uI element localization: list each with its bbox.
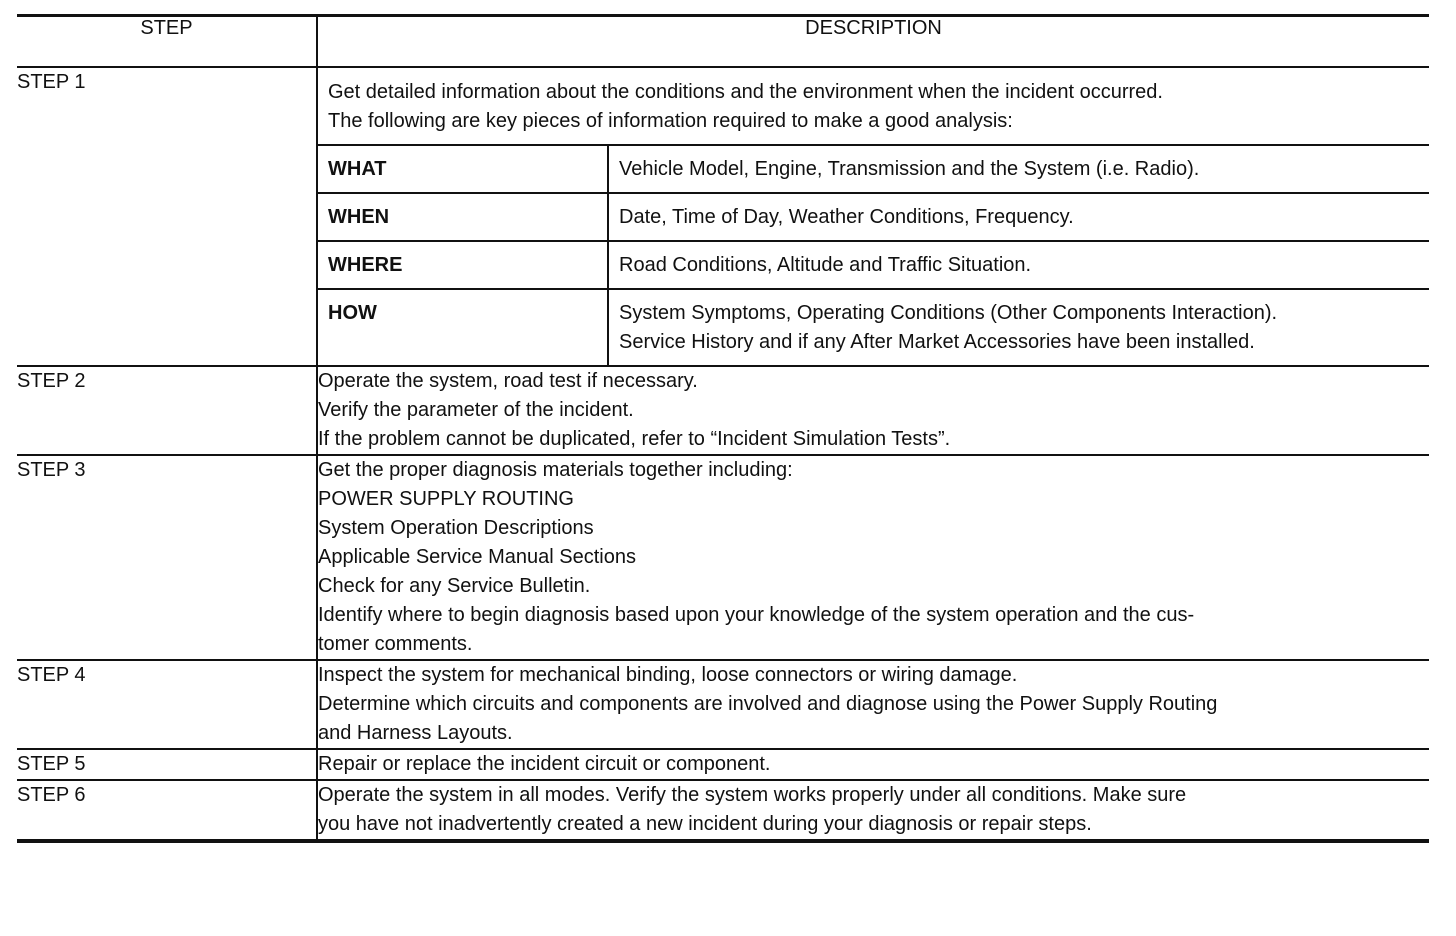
diagnosis-procedure-sheet [17,14,1429,843]
description-line: Verify the parameter of the incident. [318,399,634,421]
description-line: POWER SUPPLY ROUTING [318,488,574,510]
info-value-when [608,193,1429,241]
description-line: If the problem cannot be duplicated, refer to “Incident Simulation Tests”. [318,428,951,450]
info-row-where [318,241,1429,289]
info-value-line: Date, Time of Day, Weather Conditions, Frequency. [619,206,1074,228]
info-key-where: WHERE [318,241,608,289]
description-line: Operate the system, road test if necessary. [318,370,698,392]
step-2-description [317,366,1429,455]
info-value-line: Vehicle Model, Engine, Transmission and the System (i.e. Radio). [619,158,1200,180]
info-value-line: Road Conditions, Altitude and Traffic Situation. [619,254,1032,276]
description-column-header: DESCRIPTION [317,16,1429,68]
info-row-what [318,145,1429,193]
step-4-label: STEP 4 [17,660,317,749]
description-line: Operate the system in all modes. Verify the system works properly under all conditions. Make sure [318,784,1187,806]
description-line: you have not inadvertently created a new incident during your diagnosis or repair steps. [318,813,1092,835]
description-line: Check for any Service Bulletin. [318,575,591,597]
step-6-description [317,780,1429,841]
info-key-what: WHAT [318,145,608,193]
step-1-row [17,67,1429,366]
key-information-table [318,144,1429,365]
step-3-description [317,455,1429,660]
step-2-row [17,366,1429,455]
step-1-description [317,67,1429,366]
info-key-when: WHEN [318,193,608,241]
step-5-label: STEP 5 [17,749,317,780]
description-line: Identify where to begin diagnosis based upon your knowledge of the system operation and the cus- [318,604,1195,626]
description-line: Determine which circuits and components are involved and diagnose using the Power Supply Routing [318,693,1218,715]
step-6-label: STEP 6 [17,780,317,841]
description-line: Get the proper diagnosis materials together including: [318,459,793,481]
description-line: Applicable Service Manual Sections [318,546,636,568]
info-value-line: System Symptoms, Operating Conditions (Other Components Interaction). [619,302,1278,324]
info-value-where [608,241,1429,289]
step-3-row [17,455,1429,660]
description-line: Inspect the system for mechanical binding, loose connectors or wiring damage. [318,664,1018,686]
step-1-intro-line: Get detailed information about the conditions and the environment when the incident occurred. [328,81,1163,103]
info-key-how: HOW [318,289,608,365]
description-line: Repair or replace the incident circuit or component. [318,753,771,775]
step-2-label: STEP 2 [17,366,317,455]
step-4-description [317,660,1429,749]
step-5-description [317,749,1429,780]
table-header-row [17,16,1429,68]
step-1-label: STEP 1 [17,67,317,366]
description-line: System Operation Descriptions [318,517,594,539]
step-6-row [17,780,1429,841]
info-value-what [608,145,1429,193]
step-column-header: STEP [17,16,317,68]
diagnosis-steps-table [17,14,1429,843]
step-1-intro [318,68,1429,144]
step-1-intro-line: The following are key pieces of information required to make a good analysis: [328,110,1013,132]
info-value-line: Service History and if any After Market Accessories have been installed. [619,331,1255,353]
step-3-label: STEP 3 [17,455,317,660]
info-row-how [318,289,1429,365]
step-5-row [17,749,1429,780]
description-line: and Harness Layouts. [318,722,513,744]
description-line: tomer comments. [318,633,473,655]
info-value-how [608,289,1429,365]
step-4-row [17,660,1429,749]
info-row-when [318,193,1429,241]
